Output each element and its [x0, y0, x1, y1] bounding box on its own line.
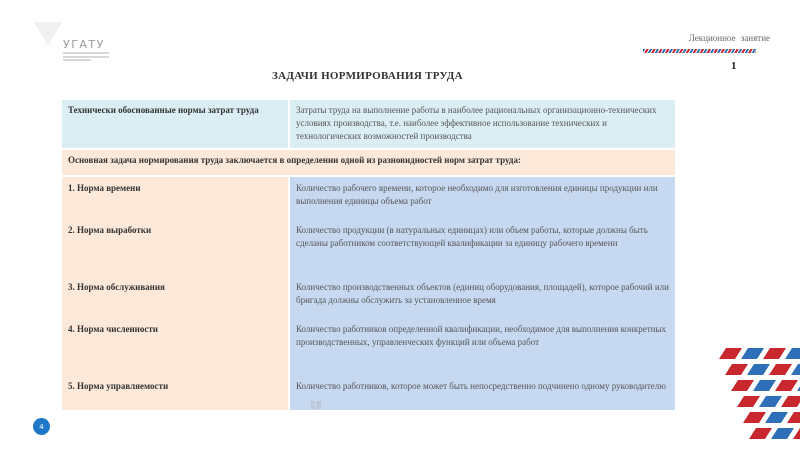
tricolor-flag-pattern-icon [705, 320, 800, 450]
page-number-badge[interactable]: 4 [33, 418, 50, 435]
flag-tile [787, 412, 800, 423]
flag-tile [725, 364, 748, 375]
norm-description: Количество работников определенной квалификации, необходимое для выполнения конкретных производственных, управленческих функций или объема работ [290, 318, 675, 375]
norm-name: 3. Норма обслуживания [62, 276, 290, 318]
flag-tile [749, 428, 772, 439]
main-task-cell: Основная задача нормирования труда заключается в определении одной из разновидностей норм затрат труда: [62, 150, 675, 177]
watermark-icon [311, 401, 321, 409]
table-row [62, 318, 675, 375]
flag-tile [793, 428, 800, 439]
table-header-row [62, 100, 675, 150]
lecture-label: Лекционное занятие [688, 33, 770, 43]
logo-triangle-icon [34, 22, 62, 46]
header-left-cell: Технически обоснованные нормы затрат труда [62, 100, 290, 150]
tricolor-stripe-divider [643, 49, 756, 53]
labor-norms-table [62, 100, 675, 410]
flag-tile [775, 380, 798, 391]
table-row [62, 276, 675, 318]
flag-tile [731, 380, 754, 391]
flag-tile [771, 428, 794, 439]
slide-number: 1 [731, 60, 737, 72]
flag-tile [759, 396, 782, 407]
table-row [62, 375, 675, 410]
norm-description: Количество продукции (в натуральных единицах) или объем работы, которые должны быть сделаны работником соответствующей квалификации за единицу рабочего времени [290, 219, 675, 276]
norm-description: Количество работников, которое может быть непосредственно подчинено одному руководителю [290, 375, 675, 410]
flag-tile [791, 364, 800, 375]
header-right-cell: Затраты труда на выполнение работы в наиболее рациональных организационно-технических условиях производства, т.е. наиболее эффективное использование технических и технологических возможностей производства [290, 100, 675, 150]
flag-tile [719, 348, 742, 359]
flag-tile [737, 396, 760, 407]
flag-tile [769, 364, 792, 375]
flag-tile [741, 348, 764, 359]
norm-name: 4. Норма численности [62, 318, 290, 375]
norm-name: 1. Норма времени [62, 177, 290, 219]
page-title: ЗАДАЧИ НОРМИРОВАНИЯ ТРУДА [272, 70, 463, 82]
norm-description: Количество производственных объектов (единиц оборудования, площадей), которое рабочий или бригада должны обслужить за установленное время [290, 276, 675, 318]
flag-tile [765, 412, 788, 423]
table-row [62, 177, 675, 219]
table-row [62, 219, 675, 276]
logo-name: УГАТУ [63, 38, 105, 51]
norm-name: 2. Норма выработки [62, 219, 290, 276]
flag-tile [763, 348, 786, 359]
logo-subtitle [63, 52, 109, 63]
flag-tile [785, 348, 800, 359]
main-task-row [62, 150, 675, 177]
norm-name: 5. Норма управляемости [62, 375, 290, 410]
norm-description: Количество рабочего времени, которое необходимо для изготовления единицы продукции или выполнения единицы объема работ [290, 177, 675, 219]
flag-tile [781, 396, 800, 407]
flag-tile [747, 364, 770, 375]
university-logo [30, 20, 120, 65]
flag-tile [753, 380, 776, 391]
flag-tile [743, 412, 766, 423]
